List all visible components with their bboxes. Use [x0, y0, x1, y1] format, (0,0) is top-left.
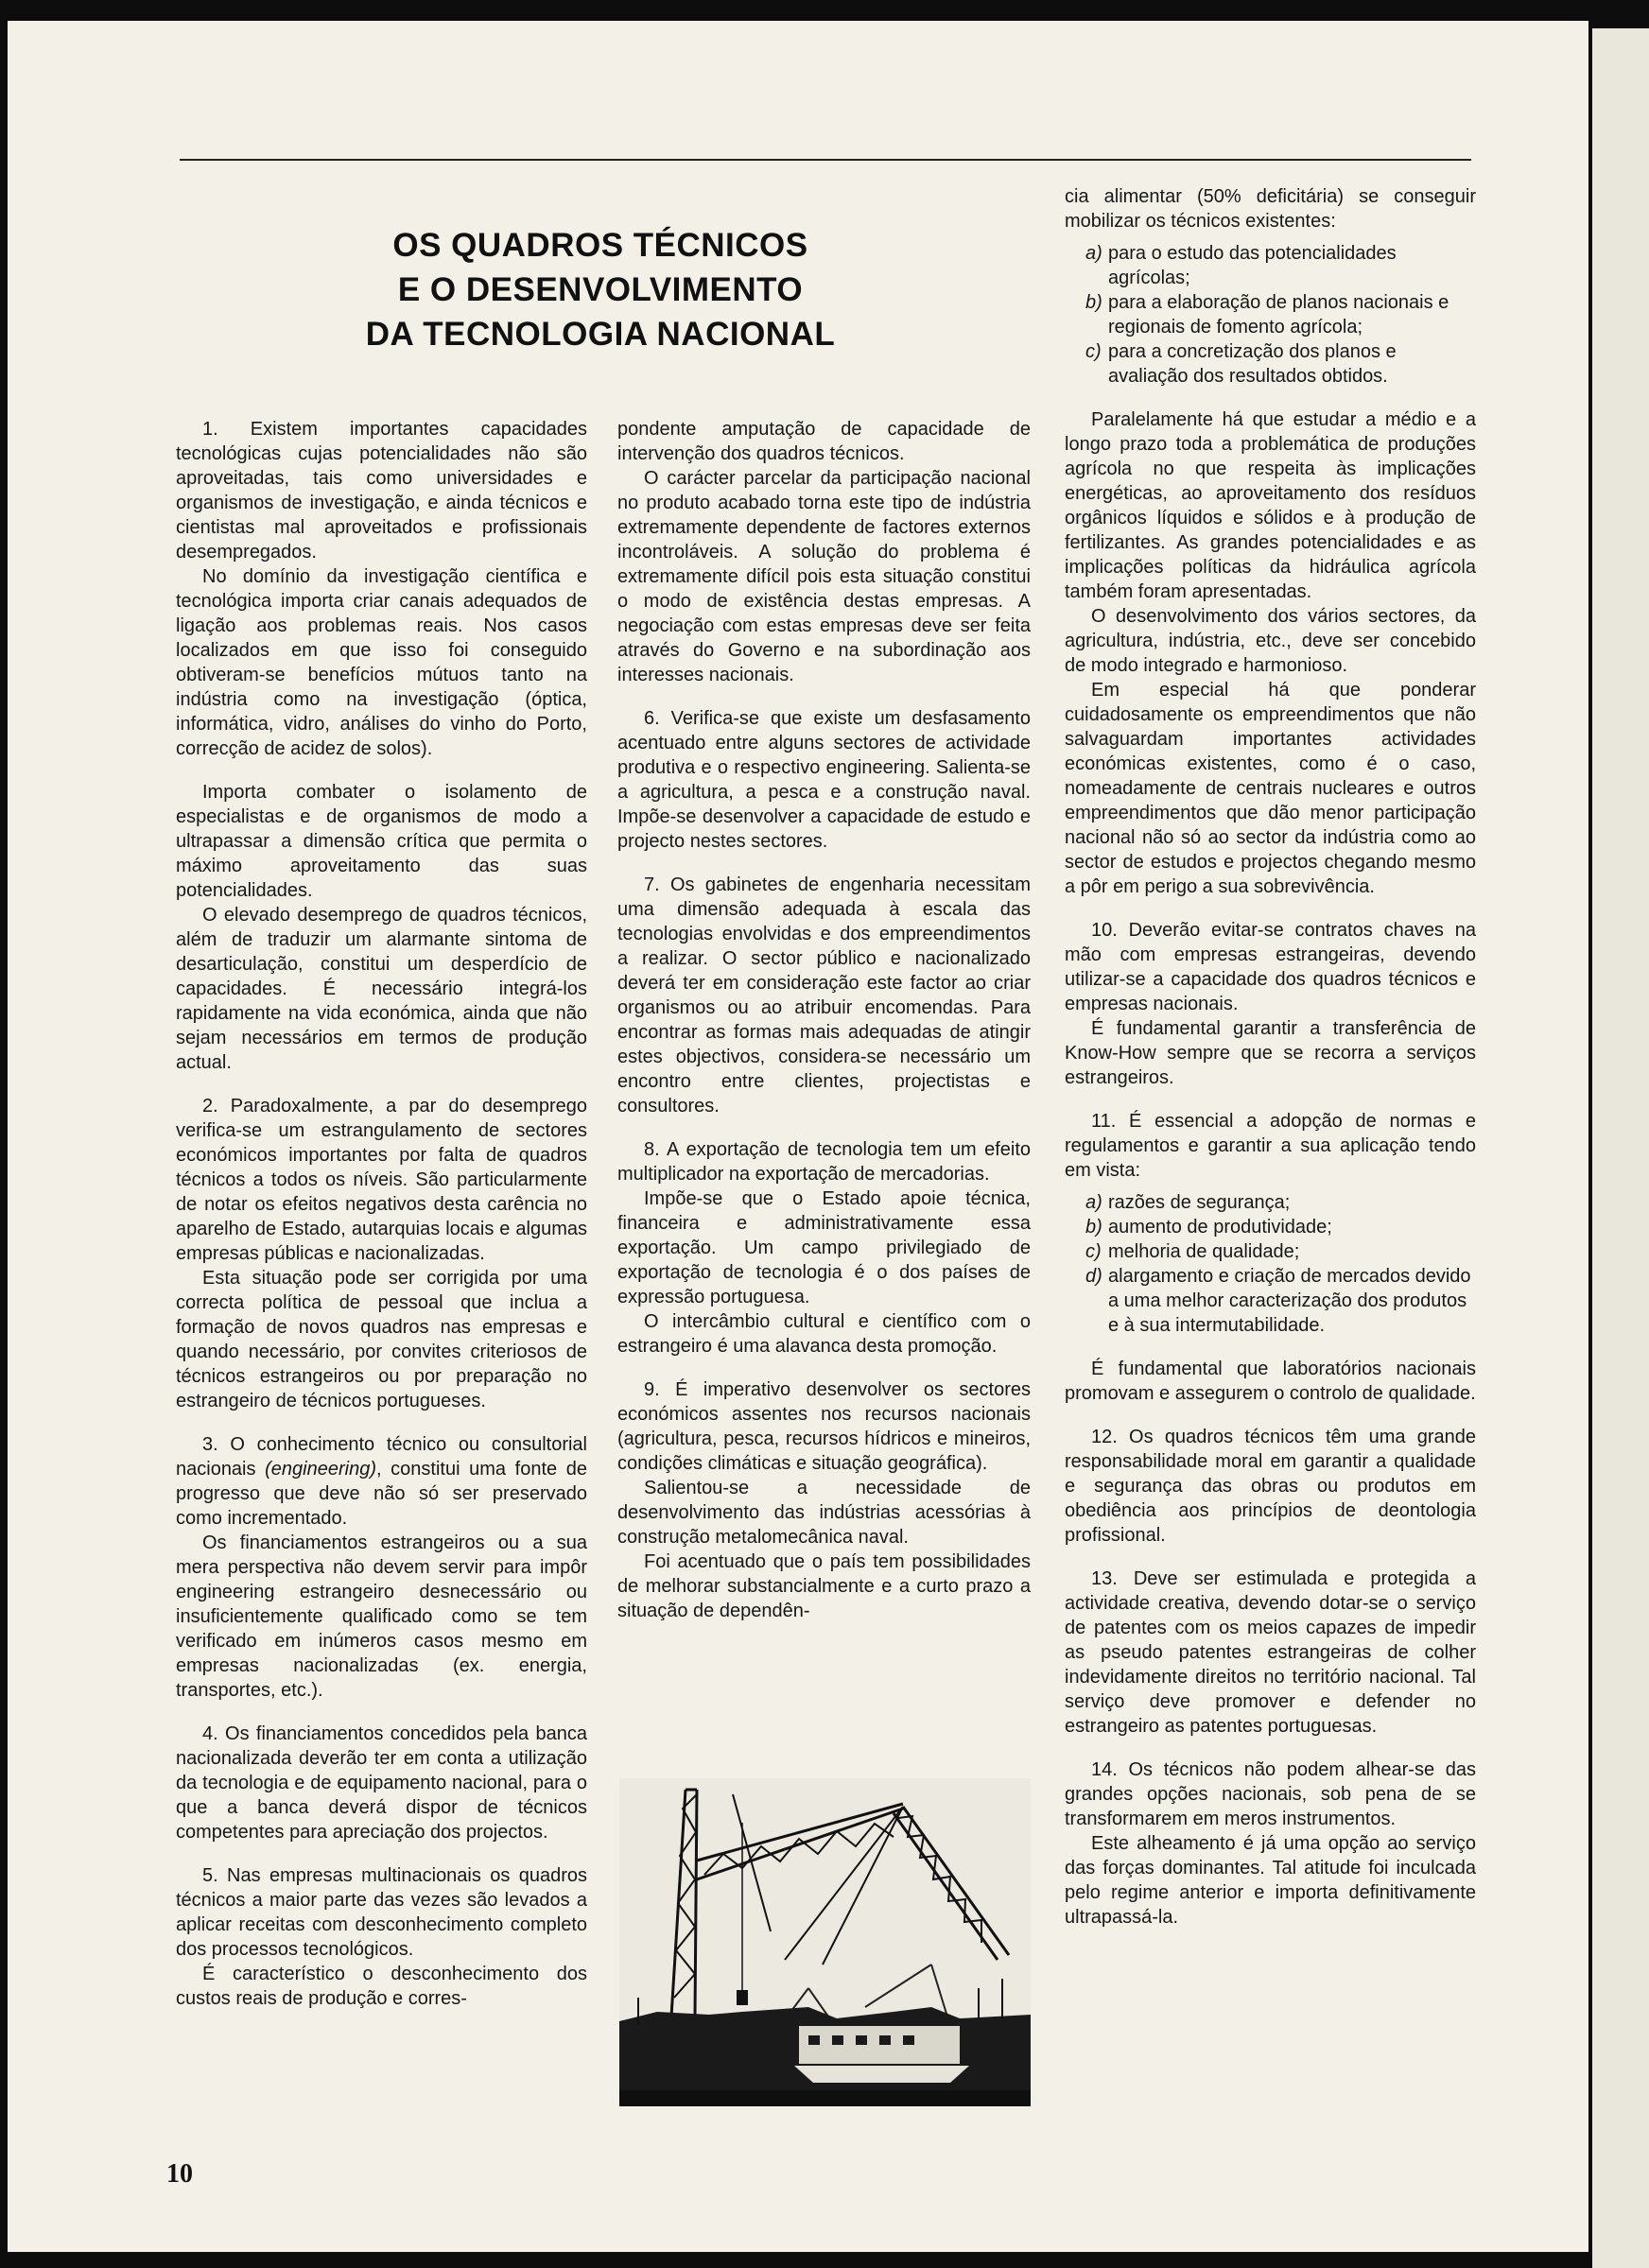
paragraph: O carácter parcelar da participação nacional no produto acabado torna este tipo de indústria extremamente dependente de factores externos incontroláveis. A solução do problema é extremamente difícil pois esta situação constitui o modo de existência destas empresas. A negociação com estas empresas deve ser feita através do Governo e na subordinação aos interesses nacionais.: [617, 468, 1031, 685]
paragraph: 14. Os técnicos não podem alhear-se das grandes opções nacionais, sob pena de se transformarem em meros instrumentos.: [1065, 1759, 1476, 1829]
paragraph: cia alimentar (50% deficitária) se conseguir mobilizar os técnicos existentes:: [1065, 186, 1476, 232]
list-item: b) para a elaboração de planos nacionais e regionais de fomento agrícola;: [1085, 292, 1449, 338]
paragraph: Esta situação pode ser corrigida por uma correcta política de pessoal que inclua a formação de novos quadros nas empresas e quando necessário, por convites criteriosos de técnicos estrangeiros ou por preparação no estrangeiro de técnicos portugueses.: [176, 1268, 587, 1411]
paragraph: 5. Nas empresas multinacionais os quadros técnicos a maior parte das vezes são levados a aplicar receitas com desconhecimento completo dos processos tecnológicos.: [176, 1865, 587, 1960]
article-title: [312, 223, 889, 356]
list-a: [1065, 241, 1476, 389]
paragraph: Impõe-se que o Estado apoie técnica, financeira e administrativamente essa exportação. Um campo privilegiado de exportação de tecnologia é o dos países de expressão portuguesa.: [617, 1188, 1031, 1307]
paragraph: Em especial há que ponderar cuidadosamente os empreendimentos que não salvaguardam importantes actividades económicas existentes, como é o caso, nomeadamente de centrais nucleares e outros empreendimentos que dão menor participação nacional não só ao sector da indústria como ao sector de estudos e projectos chegando mesmo a pôr em perigo a sua sobrevivência.: [1065, 680, 1476, 897]
paragraph: 10. Deverão evitar-se contratos chaves na mão com empresas estrangeiras, devendo utilizar-se a capacidade dos quadros técnicos e empresas nacionais.: [1065, 920, 1476, 1014]
title-line-3: DA TECNOLOGIA NACIONAL: [365, 316, 836, 353]
paragraph: 9. É imperativo desenvolver os sectores económicos assentes nos recursos nacionais (agricultura, pesca, recursos hídricos e mineiros, condições climáticas e situação geográfica).: [617, 1379, 1031, 1474]
list-item: a) razões de segurança;: [1085, 1192, 1291, 1213]
paragraph: É característico o desconhecimento dos custos reais de produção e corres-: [176, 1964, 587, 2009]
paragraph: Foi acentuado que o país tem possibilidades de melhorar substancialmente e a curto prazo a situação de dependên-: [617, 1551, 1031, 1621]
list-item: d) alargamento e criação de mercados devido a uma melhor caracterização dos produtos e à sua intermutabilidade.: [1085, 1266, 1471, 1336]
paragraph: O intercâmbio cultural e científico com o estrangeiro é uma alavanca desta promoção.: [617, 1311, 1031, 1357]
paragraph: 12. Os quadros técnicos têm uma grande responsabilidade moral em garantir a qualidade e segurança das obras ou produtos em obediência aos princípios de deontologia profissional.: [1065, 1427, 1476, 1546]
paragraph: O desenvolvimento dos vários sectores, da agricultura, indústria, etc., deve ser concebido de modo integrado e harmonioso.: [1065, 606, 1476, 676]
paragraph: 7. Os gabinetes de engenharia necessitam uma dimensão adequada à escala das tecnologias envolvidas e dos empreendimentos a realizar. O sector público e nacionalizado deverá ter em consideração este factor ao criar organismos ou ao atribuir encomendas. Para encontrar as formas mais adequadas de atingir estes objectivos, considera-se necessário um encontro entre clientes, projectistas e consultores.: [617, 874, 1031, 1117]
paragraph: 8. A exportação de tecnologia tem um efeito multiplicador na exportação de mercadorias.: [617, 1139, 1031, 1185]
paragraph: 11. É essencial a adopção de normas e regulamentos e garantir a sua aplicação tendo em vista:: [1065, 1111, 1476, 1181]
title-line-2: E O DESENVOLVIMENTO: [397, 271, 804, 308]
top-rule: [180, 159, 1471, 161]
list-item: c) para a concretização dos planos e avaliação dos resultados obtidos.: [1085, 341, 1397, 387]
paragraph: 6. Verifica-se que existe um desfasamento acentuado entre alguns sectores de actividade produtiva e o respectivo engineering. Salienta-se a agricultura, a pesca e a construção naval. Impõe-se desenvolver a capacidade de estudo e projecto nestes sectores.: [617, 708, 1031, 852]
paragraph: É fundamental garantir a transferência de Know-How sempre que se recorra a serviços estrangeiros.: [1065, 1018, 1476, 1088]
next-page-edge: [1592, 28, 1649, 2268]
paragraph-3: 3. O conhecimento técnico ou consultorial nacionais (engineering), constitui uma fonte de progresso que deve não só ser preservado como incrementado.: [176, 1434, 587, 1529]
paragraph: 2. Paradoxalmente, a par do desemprego verifica-se um estrangulamento de sectores económicos importantes por falta de quadros técnicos a todos os níveis. São particularmente de notar os efeitos negativos desta carência no aparelho de Estado, autarquias locais e algumas empresas públicas e nacionalizadas.: [176, 1096, 587, 1264]
list-b: [1065, 1190, 1476, 1338]
paragraph: Os financiamentos estrangeiros ou a sua mera perspectiva não devem servir para impôr engineering estrangeiro desnecessário ou insuficientemente qualificado como se tem verificado em inúmeros casos mesmo em empresas nacionalizadas (ex. energia, transportes, etc.).: [176, 1532, 587, 1701]
paragraph: Este alheamento é já uma opção ao serviço das forças dominantes. Tal atitude foi inculcada pelo regime anterior e importa definitivamente ultrapassá-la.: [1065, 1833, 1476, 1928]
list-item: c) melhoria de qualidade;: [1085, 1241, 1300, 1262]
page-number: 10: [166, 2159, 193, 2189]
paragraph: O elevado desemprego de quadros técnicos, além de traduzir um alarmante sintoma de desarticulação, constitui um desperdício de capacidades. É necessário integrá-los rapidamente na vida económica, ainda que não sejam necessários em termos de produção actual.: [176, 905, 587, 1073]
column-3: [1065, 184, 1476, 1930]
paragraph: 13. Deve ser estimulada e protegida a actividade creativa, devendo dotar-se o serviço de patentes com os meios capazes de impedir as pseudo patentes estrangeiras de colher indevidamente direitos no território nacional. Tal serviço deve promover e defender no estrangeiro as patentes portuguesas.: [1065, 1568, 1476, 1737]
list-item: b) aumento de produtividade;: [1085, 1217, 1332, 1238]
paragraph: 4. Os financiamentos concedidos pela banca nacionalizada deverão ter em conta a utilização da tecnologia e de equipamento nacional, para o que a banca deverá dispor de técnicos competentes para apreciação dos projectos.: [176, 1723, 587, 1843]
paragraph: Paralelamente há que estudar a médio e a longo prazo toda a problemática de produções agrícola no que respeita às implicações energéticas, ao aproveitamento dos resíduos orgânicos líquidos e sólidos e à produção de fertilizantes. As grandes potencialidades e as implicações políticas da hidráulica agrícola também foram apresentadas.: [1065, 409, 1476, 602]
column-1: [176, 417, 587, 2011]
paragraph: É fundamental que laboratórios nacionais promovam e assegurem o controlo de qualidade.: [1065, 1359, 1476, 1404]
title-line-1: OS QUADROS TÉCNICOS: [392, 227, 808, 264]
list-item: a) para o estudo das potencialidades agrícolas;: [1085, 243, 1397, 288]
paragraph: No domínio da investigação científica e tecnológica importa criar canais adequados de ligação aos problemas reais. Nos casos localizados em que isso foi conseguido obtiveram-se benefícios mútuos tanto na indústria como na investigação (óptica, informática, vidro, análises do vinho do Porto, correcção de acidez de solos).: [176, 566, 587, 759]
shipyard-crane-photo: [619, 1771, 1031, 2106]
paragraph: 1. Existem importantes capacidades tecnológicas cujas potencialidades não são aproveitadas, tais como universidades e organismos de investigação, e ainda técnicos e cientistas mal aproveitados e profissionais desempregados.: [176, 419, 587, 563]
paragraph: Salientou-se a necessidade de desenvolvimento das indústrias acessórias à construção metalomecânica naval.: [617, 1478, 1031, 1548]
paragraph: Importa combater o isolamento de especialistas e de organismos de modo a ultrapassar a dimensão crítica que permita o máximo aproveitamento das suas potencialidades.: [176, 782, 587, 901]
column-2: [617, 417, 1031, 1623]
paragraph: pondente amputação de capacidade de intervenção dos quadros técnicos.: [617, 419, 1031, 464]
